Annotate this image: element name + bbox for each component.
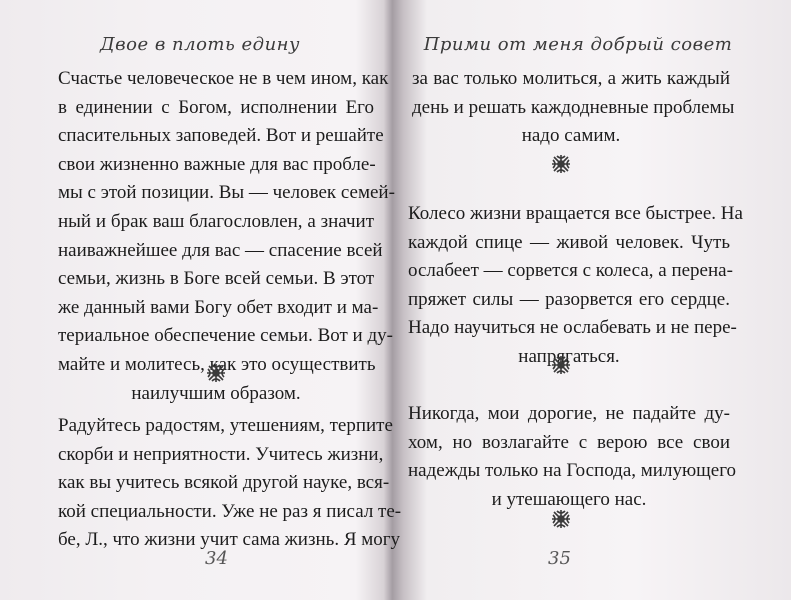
- floral-ornament-icon: [550, 508, 572, 530]
- text-line: в единении с Богом, исполнении Его: [58, 96, 374, 118]
- text-line: Колесо жизни вращается все быстрее. На: [408, 203, 743, 224]
- text-line: кой специальности. Уже не раз я писал те-: [58, 500, 402, 522]
- text-line: надежды только на Господа, милующего: [408, 460, 737, 482]
- text-line: наиважнейшее для вас — спасение всей: [58, 239, 383, 261]
- text-line: каждой спице — живой человек. Чуть: [408, 231, 730, 253]
- right-page-number: 35: [548, 548, 571, 569]
- right-page: [398, 0, 791, 600]
- text-line: ный и брак ваш благословлен, а значит: [58, 210, 374, 232]
- left-page-number: 34: [205, 548, 228, 569]
- text-line: напрягаться.: [518, 345, 620, 367]
- text-line: Никогда, мои дорогие, не падайте ду-: [408, 403, 730, 424]
- floral-ornament-icon: [205, 362, 227, 384]
- floral-ornament-icon: [550, 354, 572, 376]
- text-line: за вас только молиться, а жить каждый: [412, 68, 730, 89]
- text-line: хом, но возлагайте с верою все свои: [408, 431, 730, 453]
- text-line: Счастье человеческое не в чем ином, как: [58, 68, 389, 89]
- text-line: семьи, жизнь в Боге всей семьи. В этот: [58, 268, 375, 290]
- text-line: Радуйтесь радостям, утешениям, терпите: [58, 415, 393, 436]
- text-line: же данный вами Богу обет входит и ма-: [58, 296, 379, 318]
- floral-ornament-icon: [550, 153, 572, 175]
- text-line: спасительных заповедей. Вот и решайте: [58, 125, 384, 147]
- right-paragraph-1: [412, 65, 735, 151]
- text-line: свои жизненно важные для вас пробле-: [58, 153, 376, 175]
- right-paragraph-2: [408, 200, 743, 372]
- text-line: Надо научиться не ослабевать и не пере-: [408, 317, 737, 339]
- left-paragraph-1: [58, 65, 395, 408]
- text-line: надо самим.: [521, 125, 621, 147]
- text-line: териальное обеспечение семьи. Вот и ду-: [58, 325, 393, 347]
- left-paragraph-2: [58, 412, 402, 555]
- text-line: бе, Л., что жизни учит сама жизнь. Я могу: [58, 529, 401, 551]
- text-line: мы с этой позиции. Вы — человек семей-: [58, 182, 395, 204]
- text-line: и утешающего нас.: [491, 488, 647, 510]
- text-line: день и решать каждодневные проблемы: [412, 96, 735, 118]
- text-line: скорби и неприятности. Учитесь жизни,: [58, 443, 384, 465]
- right-paragraph-3: [408, 400, 737, 514]
- text-line: ослабеет — сорвется с колеса, а перена-: [408, 260, 733, 282]
- text-line: наилучшим образом.: [131, 382, 301, 404]
- text-line: как вы учитесь всякой другой науке, вся-: [58, 472, 390, 494]
- text-line: майте и молитесь, как это осуществить: [58, 353, 376, 375]
- text-line: пряжет силы — разорвется его сердце.: [408, 288, 730, 310]
- left-page-header: Двое в плоть едину: [100, 34, 300, 55]
- right-page-header: Прими от меня добрый совет: [423, 34, 733, 55]
